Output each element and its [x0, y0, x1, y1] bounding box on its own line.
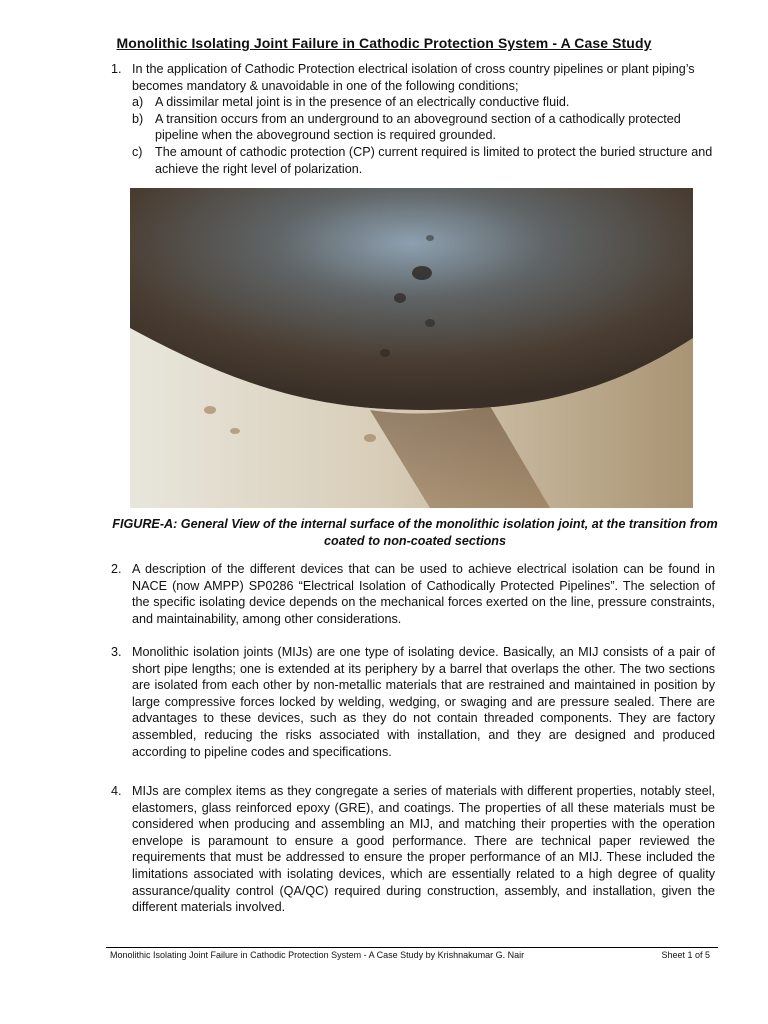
- item-text: Monolithic isolation joints (MIJs) are one type of isolating device. Basically, an MIJ consists of a pair of short pipe lengths; one is extended at its periphery by a barrel that overlaps the other. The two sections are isolated from each other by non-metallic materials that are restrained and maintained in position by large compressive forces locked by welding, wedging, or swaging and are pressure sealed. There are advantages to these devices, such as they do not contain threaded components. They are factory assembled, reducing the risks associated with installation, and they are designed and produced according to pipeline codes and specifications.: [132, 645, 715, 759]
- numbered-item-4: [111, 783, 715, 916]
- numbered-item-3: [111, 644, 715, 760]
- numbered-item-1: [111, 61, 715, 177]
- sub-item-text: The amount of cathodic protection (CP) current required is limited to protect the buried structure and achieve the right level of polarization.: [155, 144, 713, 176]
- sub-item-label: a): [132, 95, 144, 110]
- sub-item-label: b): [132, 111, 144, 126]
- item-number: 4.: [111, 784, 122, 798]
- item-text: A description of the different devices that can be used to achieve electrical isolation can be found in NACE (now AMPP) SP0286 “Electrical Isolation of Cathodically Protected Pipelines”. The selection of the specific isolating device depends on the mechanical forces exerted on the line, pressure constraints, and maintainability, among other considerations.: [132, 562, 715, 626]
- sub-item-b: [132, 111, 715, 144]
- footer-sheet-number: Sheet 1 of 5: [661, 950, 710, 960]
- footer-divider: [106, 947, 718, 948]
- document-title: Monolithic Isolating Joint Failure in Cathodic Protection System - A Case Study: [116, 35, 652, 51]
- sub-item-text: A dissimilar metal joint is in the presence of an electrically conductive fluid.: [155, 95, 570, 110]
- sub-item-c: [132, 144, 715, 177]
- figure-a-photo: [130, 188, 693, 508]
- item-number: 3.: [111, 645, 122, 659]
- sub-item-text: A transition occurs from an underground to an aboveground section of a cathodically protected pipeline when the aboveground section is required grounded.: [155, 111, 681, 143]
- figure-caption: FIGURE-A: General View of the internal surface of the monolithic isolation joint, at the transition from coated to non-coated sections: [112, 517, 718, 548]
- footer-text: Monolithic Isolating Joint Failure in Cathodic Protection System - A Case Study by Krishnakumar G. Nair: [110, 950, 525, 960]
- item-number: 2.: [111, 562, 122, 576]
- item-text: In the application of Cathodic Protection electrical isolation of cross country pipelines or plant piping’s becomes mandatory & unavoidable in one of the following conditions;: [132, 62, 695, 93]
- numbered-item-2: [111, 561, 715, 627]
- sub-item-label: c): [132, 144, 143, 159]
- sub-item-a: [132, 94, 715, 111]
- item-text: MIJs are complex items as they congregate a series of materials with different properties, notably steel, elastomers, glass reinforced epoxy (GRE), and coatings. The properties of all these materials must be considered when producing and assembling an MIJ, and matching their properties with the operation envelope is paramount to ensure a good performance. There are technical paper reviewed the requirements that must be addressed to ensure the proper performance of an MIJ. These included the limitations associated with isolating devices, which are essentially related to a high degree of quality assurance/quality control (QA/QC) required during construction, assembly, and installation, given the different materials involved.: [132, 784, 715, 915]
- item-number: 1.: [111, 62, 122, 76]
